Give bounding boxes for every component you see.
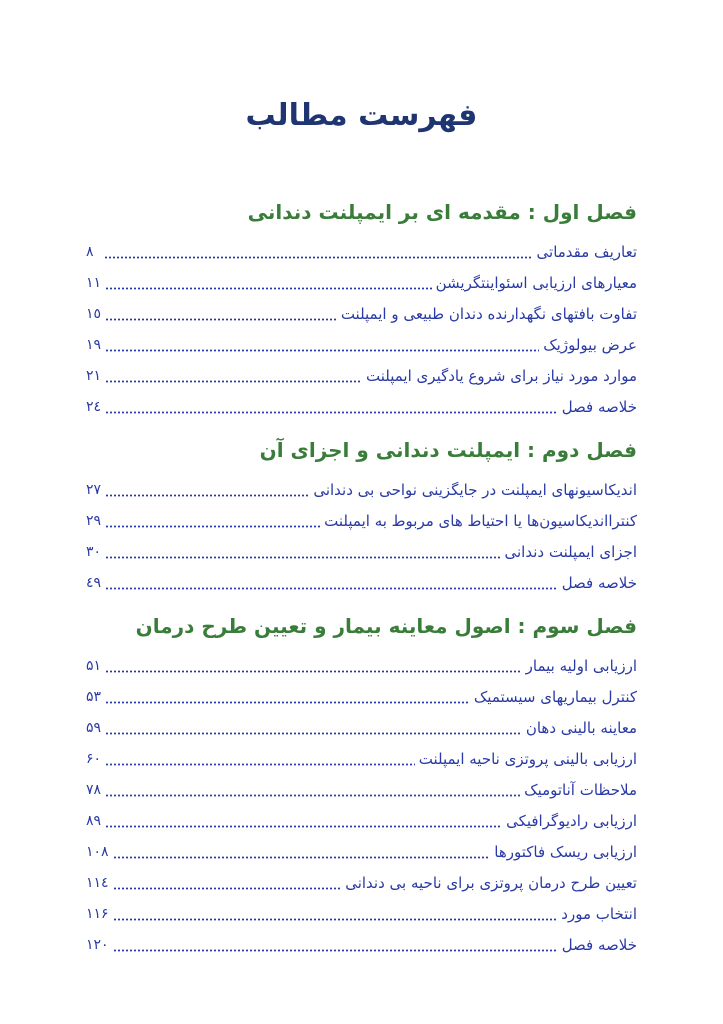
toc-entry	[86, 536, 637, 567]
toc-entry	[86, 836, 637, 867]
toc-page-number: ١١	[86, 274, 102, 291]
toc-entry-label: خلاصه فصل	[561, 397, 637, 416]
dotted-leader	[113, 856, 491, 859]
dotted-leader	[105, 411, 558, 414]
dotted-leader	[113, 887, 342, 890]
dotted-leader	[105, 556, 500, 559]
toc-entry	[86, 681, 637, 712]
dotted-leader	[105, 587, 558, 590]
toc-entry	[86, 929, 637, 960]
toc-entry	[86, 805, 637, 836]
dotted-leader	[105, 794, 520, 797]
toc-entry-label: اندیکاسیونهای ایمپلنت در جایگزینی نواحی بی دندانی	[313, 480, 637, 499]
toc-page-number: ٢٩	[86, 512, 102, 529]
toc-page-number: ٨٩	[86, 812, 102, 829]
dotted-leader	[105, 525, 320, 528]
toc-entry	[86, 650, 637, 681]
toc-page-number: ۵١	[86, 657, 102, 674]
toc-entry	[86, 712, 637, 743]
toc-entry-label: موارد مورد نیاز برای شروع یادگیری ایمپلنت	[366, 366, 637, 385]
toc-entry-label: اجزای ایمپلنت دندانی	[504, 542, 637, 561]
toc-entry	[86, 505, 637, 536]
chapter-section	[86, 612, 637, 960]
dotted-leader	[105, 732, 522, 735]
toc-entry	[86, 391, 637, 422]
chapter-heading: فصل سوم : اصول معاینه بیمار و تعیین طرح درمان	[135, 614, 637, 638]
toc-page-number: ٧٨	[86, 781, 102, 798]
toc-entry	[86, 474, 637, 505]
chapter-heading: فصل اول : مقدمه ای بر ایمپلنت دندانی	[247, 200, 637, 224]
toc-entry-label: معیارهای ارزیابی اسئواینتگریشن	[435, 273, 637, 292]
toc-page-number: ۶٠	[86, 750, 102, 767]
dotted-leader	[105, 349, 539, 352]
dotted-leader	[105, 380, 362, 383]
dotted-leader	[105, 287, 432, 290]
toc-entry	[86, 329, 637, 360]
page-title: فهرست مطالب	[245, 98, 478, 133]
toc-page-number: ٢١	[86, 367, 102, 384]
chapter-section	[86, 436, 637, 598]
toc-entry	[86, 743, 637, 774]
chapter-section	[86, 198, 637, 422]
dotted-leader	[105, 494, 309, 497]
toc-entry-label: ارزیابی اولیه بیمار	[525, 656, 637, 675]
toc-entry	[86, 267, 637, 298]
toc-entry	[86, 898, 637, 929]
toc-page-number: ٢٧	[86, 481, 102, 498]
toc-entry-label: ارزیابی بالینی پروتزی ناحیه ایمپلنت	[418, 749, 637, 768]
toc-page-number: ٨	[86, 243, 94, 260]
toc-entry-label: معاینه بالینی دهان	[525, 718, 637, 737]
toc-entry-label: خلاصه فصل	[561, 935, 637, 954]
toc-entry	[86, 774, 637, 805]
dotted-leader	[105, 318, 337, 321]
toc-entry	[86, 360, 637, 391]
toc-entry-label: تفاوت بافتهای نگهدارنده دندان طبیعی و ایمپلنت	[340, 304, 637, 323]
toc-entry-label: ارزیابی رادیوگرافیکی	[506, 811, 637, 830]
toc-page-number: ١٥	[86, 305, 102, 322]
dotted-leader	[113, 949, 558, 952]
dotted-leader	[105, 670, 522, 673]
dotted-leader	[113, 918, 558, 921]
toc-entry-label: خلاصه فصل	[561, 573, 637, 592]
toc-entry-label: تعاریف مقدماتی	[536, 242, 637, 261]
toc-page-number: ١١۶	[86, 905, 109, 922]
toc-entry-label: عرض بیولوژیک	[543, 335, 637, 354]
toc-page-number: ٤٩	[86, 574, 102, 591]
toc-entry-label: کنترل بیماریهای سیستمیک	[473, 687, 637, 706]
dotted-leader	[104, 256, 533, 259]
toc-entry	[86, 867, 637, 898]
toc-page-number: ١١٤	[86, 874, 109, 891]
toc-entry	[86, 567, 637, 598]
toc-entry-label: انتخاب مورد	[561, 904, 637, 923]
toc-page-number: ١٢٠	[86, 936, 109, 953]
dotted-leader	[105, 763, 415, 766]
toc-page-number: ۵٩	[86, 719, 102, 736]
chapter-heading: فصل دوم : ایمپلنت دندانی و اجزای آن	[259, 438, 637, 462]
toc-page-number: ٣٠	[86, 543, 102, 560]
toc-page-number: ٢٤	[86, 398, 102, 415]
toc-entry-label: تعیین طرح درمان پروتزی برای ناحیه بی دندانی	[345, 873, 637, 892]
toc-page-number: ١٠٨	[86, 843, 109, 860]
toc-page-number: ۵٣	[86, 688, 102, 705]
toc-entry-label: کنترااندیکاسیون‌ها یا احتیاط های مربوط به ایمپلنت	[324, 511, 637, 530]
toc-page-number: ١٩	[86, 336, 102, 353]
toc-entry-label: ارزیابی ریسک فاکتورها	[494, 842, 637, 861]
toc-entry-label: ملاحظات آناتومیک	[524, 780, 637, 799]
toc-entry	[86, 236, 637, 267]
toc-entry	[86, 298, 637, 329]
dotted-leader	[105, 825, 502, 828]
dotted-leader	[105, 701, 470, 704]
